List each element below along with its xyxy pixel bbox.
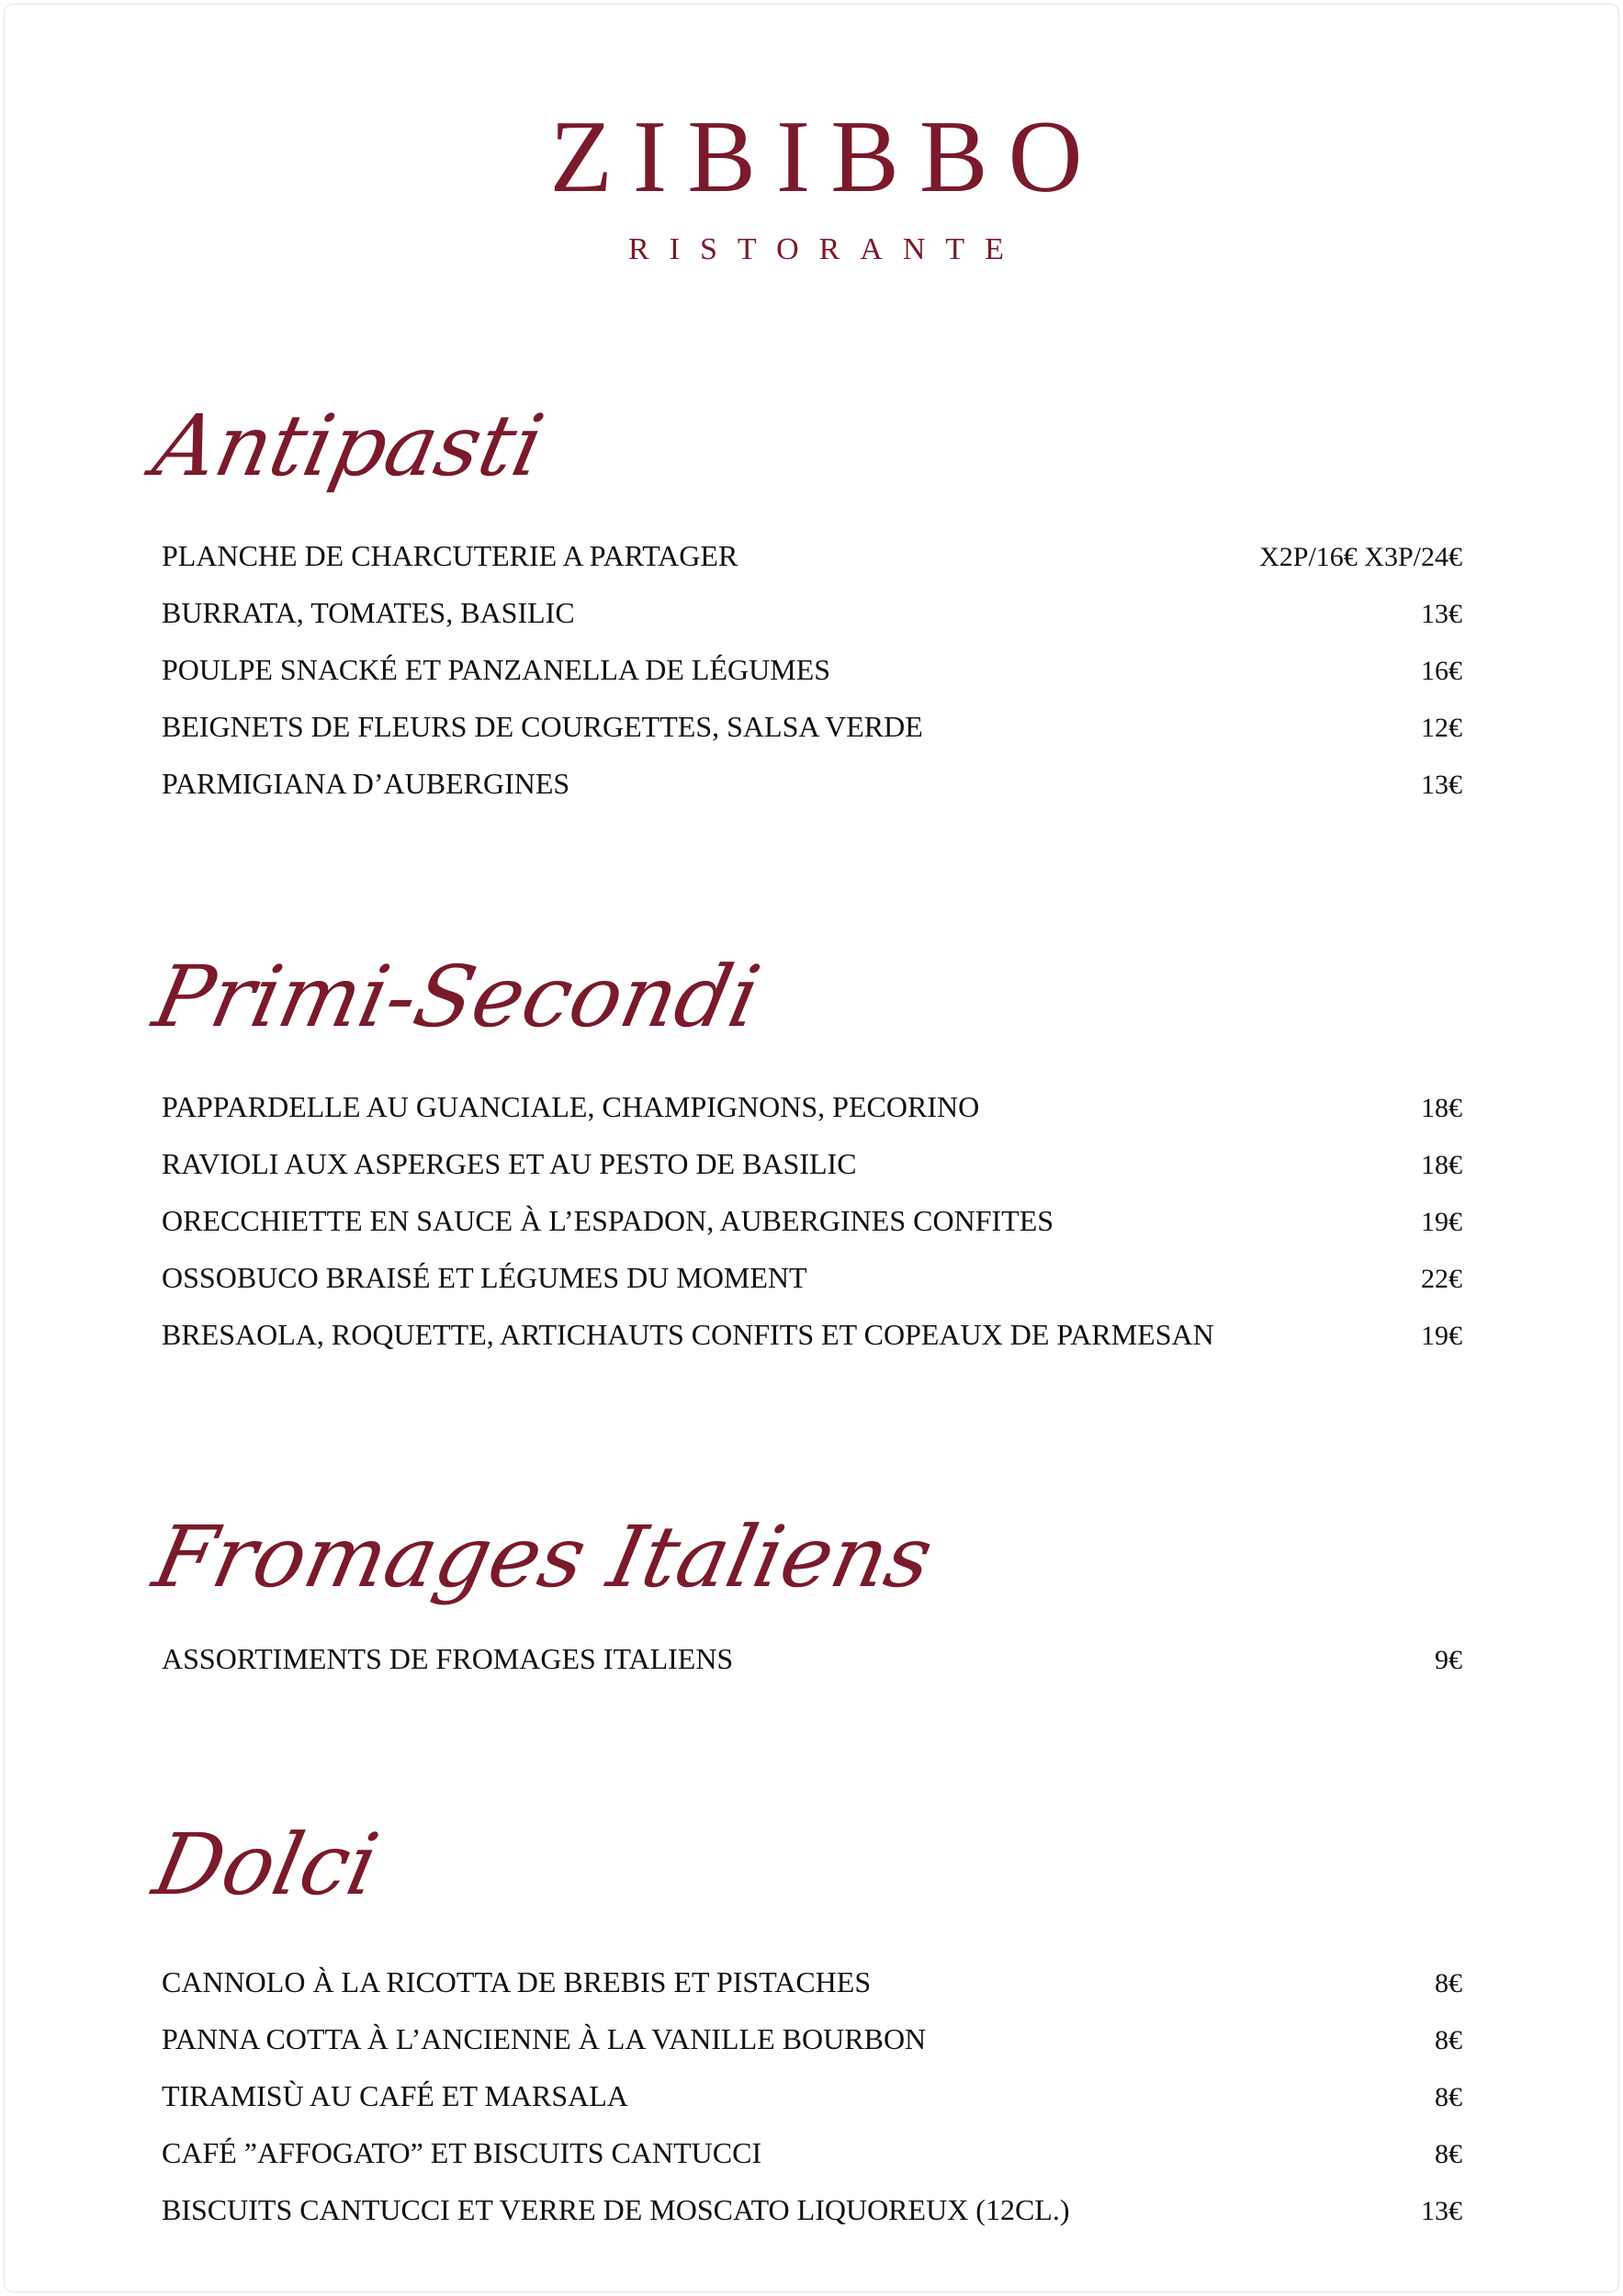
item-price: 16€ xyxy=(1421,656,1462,686)
menu-item xyxy=(162,539,1462,596)
item-price: 8€ xyxy=(1435,1968,1462,1998)
menu-item xyxy=(162,1204,1462,1261)
restaurant-logo xyxy=(5,100,1623,266)
item-name: ORECCHIETTE EN SAUCE À L’ESPADON, AUBERGINES CONFITES xyxy=(162,1204,1054,1237)
item-name: POULPE SNACKÉ ET PANZANELLA DE LÉGUMES xyxy=(162,653,831,686)
item-price: 8€ xyxy=(1435,2025,1462,2055)
item-name: PAPPARDELLE AU GUANCIALE, CHAMPIGNONS, PECORINO xyxy=(162,1090,980,1123)
section-items-antipasti xyxy=(162,539,1462,824)
menu-item xyxy=(162,2079,1462,2136)
menu-item xyxy=(162,767,1462,824)
item-name: BEIGNETS DE FLEURS DE COURGETTES, SALSA VERDE xyxy=(162,710,923,743)
item-name: TIRAMISÙ AU CAFÉ ET MARSALA xyxy=(162,2079,628,2112)
item-price: 19€ xyxy=(1421,1321,1462,1351)
item-name: CAFÉ ”AFFOGATO” ET BISCUITS CANTUCCI xyxy=(162,2136,762,2169)
section-items-dolci xyxy=(162,1965,1462,2250)
item-name: BRESAOLA, ROQUETTE, ARTICHAUTS CONFITS ET COPEAUX DE PARMESAN xyxy=(162,1318,1214,1351)
item-name: BURRATA, TOMATES, BASILIC xyxy=(162,596,575,629)
item-price: 19€ xyxy=(1421,1207,1462,1237)
section-title-primi-secondi: Primi-Secondi xyxy=(145,948,769,1046)
section-items-fromages-italiens xyxy=(162,1642,1462,1699)
item-price: 8€ xyxy=(1435,2139,1462,2169)
item-price: 13€ xyxy=(1421,2196,1462,2226)
section-items-primi-secondi xyxy=(162,1090,1462,1375)
menu-item xyxy=(162,653,1462,710)
item-name: CANNOLO À LA RICOTTA DE BREBIS ET PISTACHES xyxy=(162,1965,872,1998)
menu-item xyxy=(162,1090,1462,1147)
restaurant-name: ZIBIBBO xyxy=(549,100,1103,214)
item-name: RAVIOLI AUX ASPERGES ET AU PESTO DE BASILIC xyxy=(162,1147,857,1180)
menu-item xyxy=(162,1147,1462,1204)
item-price: 18€ xyxy=(1421,1093,1462,1123)
restaurant-subtitle: RISTORANTE xyxy=(628,232,1024,266)
item-name: ASSORTIMENTS DE FROMAGES ITALIENS xyxy=(162,1642,734,1675)
item-price: 22€ xyxy=(1421,1264,1462,1294)
item-price: 9€ xyxy=(1435,1645,1462,1675)
section-title-antipasti: Antipasti xyxy=(145,397,552,495)
item-price: 18€ xyxy=(1421,1150,1462,1180)
menu-item xyxy=(162,1318,1462,1375)
menu-item xyxy=(162,710,1462,767)
item-price: X2P/16€ X3P/24€ xyxy=(1259,542,1462,572)
menu-item xyxy=(162,2136,1462,2193)
menu-item xyxy=(162,2022,1462,2079)
menu-item xyxy=(162,2193,1462,2250)
item-price: 13€ xyxy=(1421,770,1462,800)
menu-item xyxy=(162,596,1462,653)
item-name: BISCUITS CANTUCCI ET VERRE DE MOSCATO LIQUOREUX (12CL.) xyxy=(162,2193,1070,2226)
menu-item xyxy=(162,1642,1462,1699)
section-title-fromages-italiens: Fromages Italiens xyxy=(145,1508,941,1606)
item-price: 13€ xyxy=(1421,599,1462,629)
item-name: OSSOBUCO BRAISÉ ET LÉGUMES DU MOMENT xyxy=(162,1261,807,1294)
item-name: PLANCHE DE CHARCUTERIE A PARTAGER xyxy=(162,539,738,572)
item-price: 8€ xyxy=(1435,2082,1462,2112)
menu-item xyxy=(162,1965,1462,2022)
item-name: PARMIGIANA D’AUBERGINES xyxy=(162,767,570,800)
item-price: 12€ xyxy=(1421,713,1462,743)
item-name: PANNA COTTA À L’ANCIENNE À LA VANILLE BOURBON xyxy=(162,2022,927,2055)
menu-item xyxy=(162,1261,1462,1318)
section-title-dolci: Dolci xyxy=(145,1816,387,1914)
